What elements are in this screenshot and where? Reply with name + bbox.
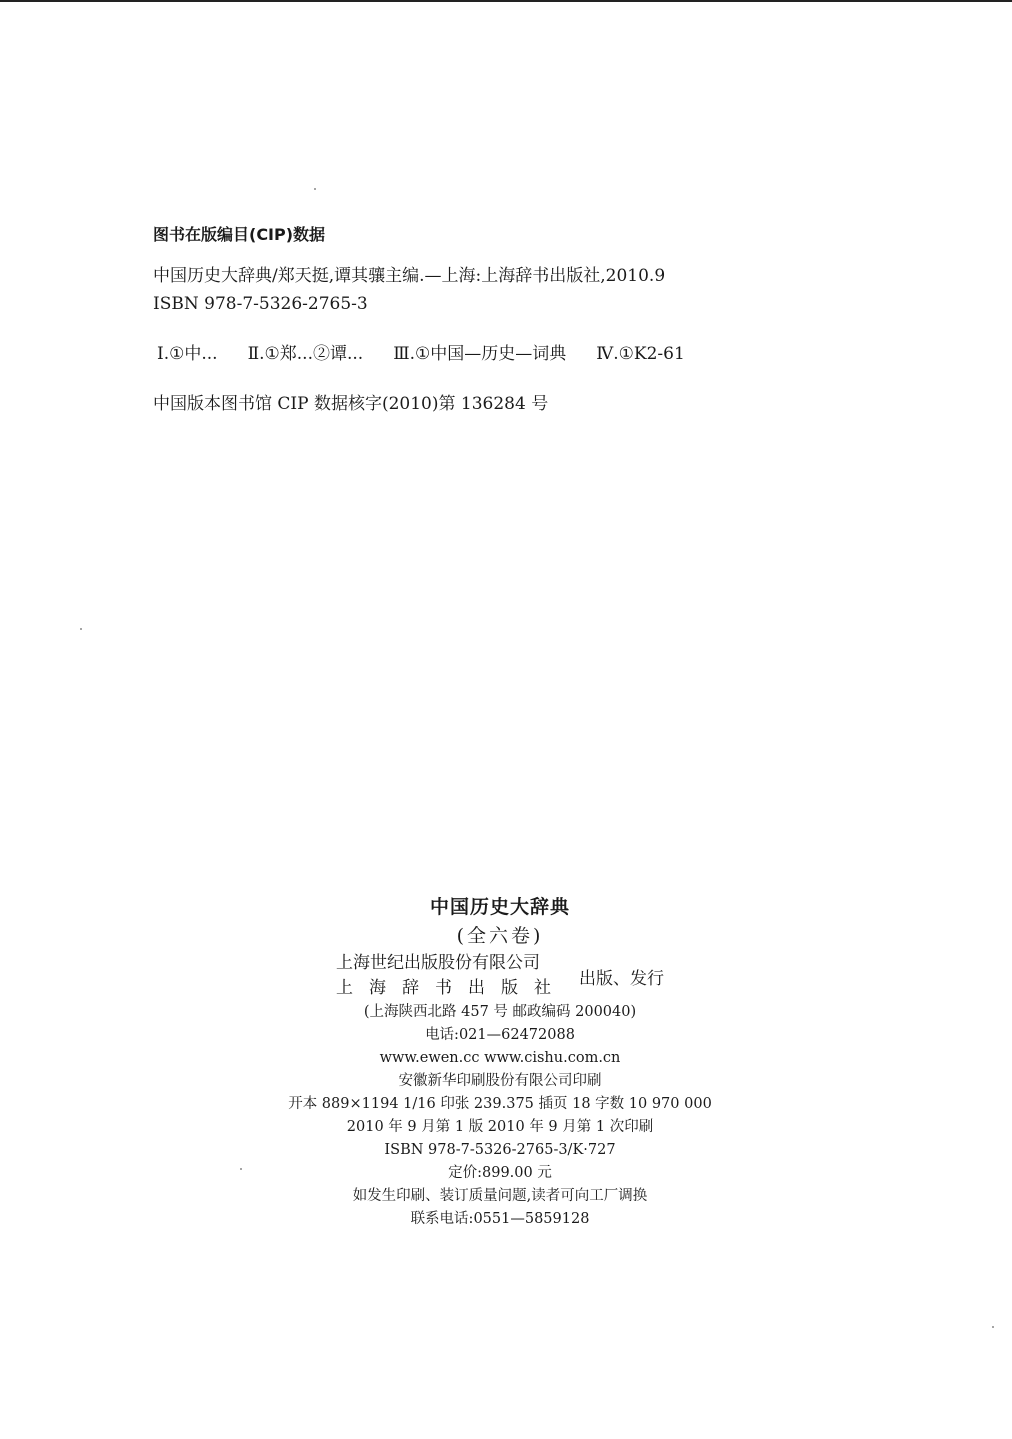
- publisher-phone: 电话:021—62472088: [425, 1027, 575, 1043]
- publisher-role: 出版、发行: [579, 968, 664, 989]
- cip-block: [153, 222, 913, 418]
- quality-note: 如发生印刷、装订质量问题,读者可向工厂调换: [352, 1188, 648, 1204]
- classification-item: Ⅱ.①郑...②谭...: [247, 344, 364, 364]
- cip-title-line: 中国历史大辞典/郑天挺,谭其骧主编.—上海:上海辞书出版社,2010.9: [153, 266, 666, 286]
- classification-item: Ⅳ.①K2-61: [596, 344, 685, 364]
- printer: 安徽新华印刷股份有限公司印刷: [398, 1073, 602, 1089]
- cip-classification: [157, 340, 913, 368]
- scan-edge-line: [0, 0, 1012, 2]
- book-title: 中国历史大辞典: [429, 896, 570, 918]
- publisher-names: [336, 951, 567, 1001]
- cip-heading: 图书在版编目(CIP)数据: [153, 225, 326, 244]
- scan-speck: [992, 1326, 994, 1328]
- classification-item: Ⅰ.①中...: [157, 344, 218, 364]
- scan-speck: [314, 188, 316, 190]
- contact-phone: 联系电话:0551—5859128: [410, 1211, 590, 1227]
- publishers: [200, 951, 800, 1001]
- publisher-websites: www.ewen.cc www.cishu.com.cn: [379, 1050, 621, 1066]
- price: 定价:899.00 元: [448, 1165, 552, 1181]
- colophon-isbn: ISBN 978-7-5326-2765-3/K·727: [384, 1142, 616, 1158]
- publisher-address: (上海陕西北路 457 号 邮政编码 200040): [363, 1004, 637, 1020]
- publisher-name: 上海辞书出版社: [336, 978, 567, 998]
- edition-info: 2010 年 9 月第 1 版 2010 年 9 月第 1 次印刷: [346, 1119, 654, 1135]
- volume-note: (全六卷): [456, 925, 544, 947]
- cip-record-number: 中国版本图书馆 CIP 数据核字(2010)第 136284 号: [153, 394, 549, 414]
- scan-speck: [80, 628, 82, 630]
- classification-item: Ⅲ.①中国—历史—词典: [393, 344, 567, 364]
- publisher-name: 上海世纪出版股份有限公司: [336, 953, 540, 973]
- colophon: [200, 892, 800, 1231]
- book-specs: 开本 889×1194 1/16 印张 239.375 插页 18 字数 10 970 000: [288, 1096, 712, 1112]
- cip-isbn-line: ISBN 978-7-5326-2765-3: [153, 294, 368, 314]
